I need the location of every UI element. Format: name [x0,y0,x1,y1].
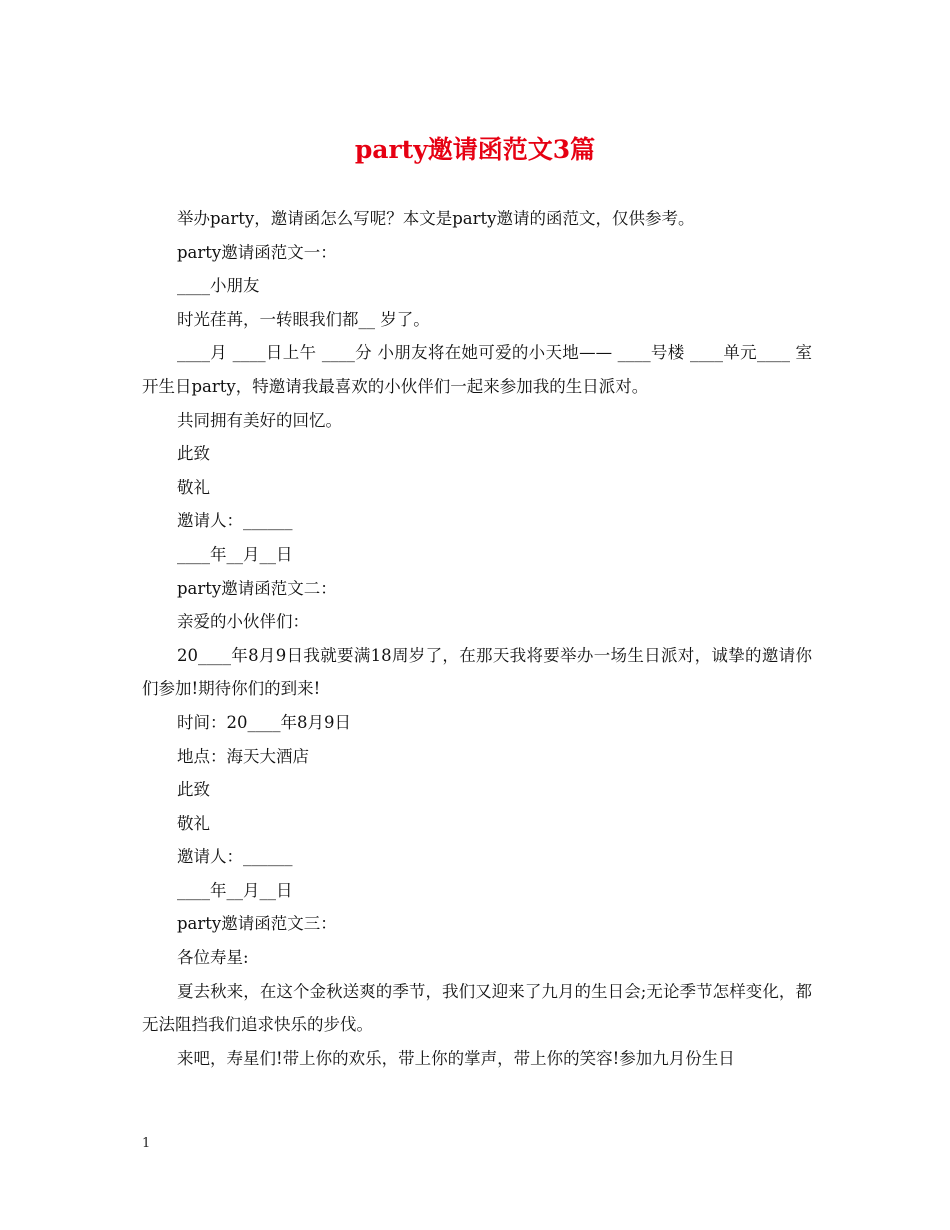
paragraph-party-details-2: 20____年8月9日我就要满18周岁了，在那天我将要举办一场生日派对，诚挚的邀请你们参加!期待你们的到来! [142,645,812,699]
paragraph-autumn: 夏去秋来，在这个金秋送爽的季节，我们又迎来了九月的生日会;无论季节怎样变化，都无法阻挡我们追求快乐的步伐。 [142,981,812,1035]
paragraph-location-2: 地点：海天大酒店 [177,746,309,766]
paragraph-closing-2a: 此致 [177,780,210,800]
paragraph-invitation-3: 来吧，寿星们!带上你的欢乐，带上你的掌声，带上你的笑容!参加九月份生日 [177,1048,735,1068]
paragraph-time-2: 时间：20____年8月9日 [177,712,351,732]
paragraph-recipient-3: 各位寿星: [177,948,249,968]
paragraph-closing-1b: 敬礼 [177,477,210,497]
paragraph-date-2: ____年__月__日 [177,880,293,900]
document-title: party邀请函范文3篇 [354,135,596,164]
paragraph-inviter-1: 邀请人：______ [177,511,293,531]
paragraph-inviter-2: 邀请人：______ [177,847,293,867]
paragraph-date-1: ____年__月__日 [177,544,293,564]
paragraph-party-details-1: ____月 ____日上午 ____分 小朋友将在她可爱的小天地—— ____号楼 ____单元____ 室开生日party，特邀请我最喜欢的小伙伴们一起来参加我的生日派对。 [142,343,812,396]
paragraph-intro: 举办party，邀请函怎么写呢？本文是party邀请的函范文，仅供参考。 [177,209,695,228]
paragraph-closing-2b: 敬礼 [177,813,210,833]
paragraph-recipient-1: ____小朋友 [177,276,260,296]
paragraph-recipient-2: 亲爱的小伙伴们： [177,612,309,632]
paragraph-heading-sample-2: party邀请函范文二： [177,578,337,598]
paragraph-memories: 共同拥有美好的回忆。 [177,410,342,430]
paragraph-heading-sample-1: party邀请函范文一： [177,242,337,262]
document-body [142,202,812,1075]
paragraph-heading-sample-3: party邀请函范文三： [177,914,337,934]
paragraph-time-passes: 时光荏苒，一转眼我们都__ 岁了。 [177,309,430,329]
paragraph-closing-1a: 此致 [177,444,210,464]
page-number: 1 [142,1136,151,1151]
